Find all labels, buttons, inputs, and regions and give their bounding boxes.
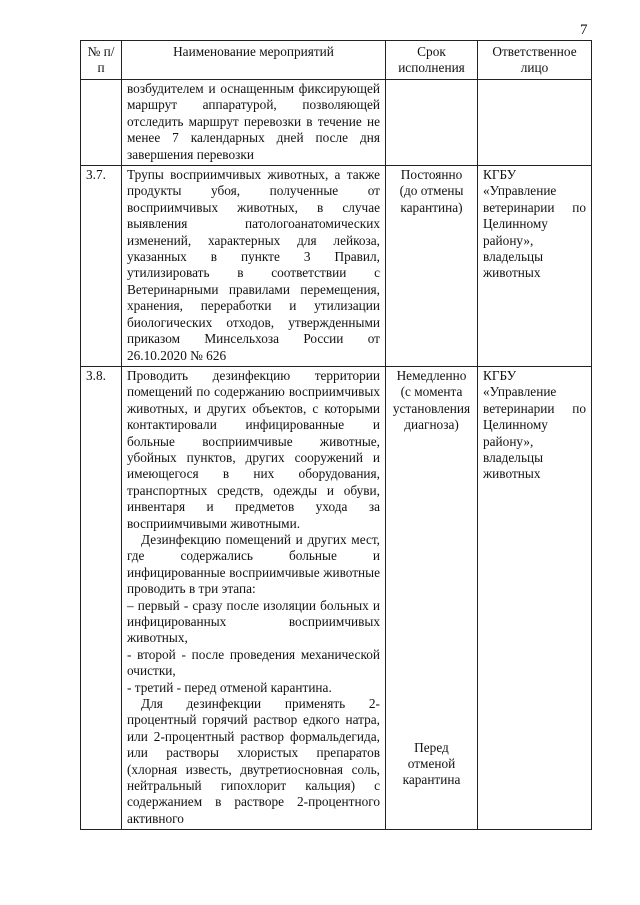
activity-paragraph: - второй - после проведения механической очистки,	[127, 646, 380, 679]
row-term	[386, 166, 478, 367]
row-term	[386, 80, 478, 166]
header-activity: Наименование мероприятий	[122, 41, 386, 80]
activity-paragraph: возбудителем и оснащенным фиксирующей маршрут аппаратурой, позволяющей отследить маршрут перевозки в течение не менее 7 календарных дней после дня завершения перевозки	[127, 81, 380, 162]
activity-paragraph: Дезинфекцию помещений и других мест, где содержались больные и инфицированные восприимчивые животные проводить в три этапа:	[127, 531, 380, 597]
term-text-later: Перед отменой карантина	[402, 739, 461, 788]
row-term	[386, 366, 478, 829]
row-responsible: КГБУ «Управление ветеринарии по Целинному району», владельцы животных	[478, 166, 592, 367]
activity-paragraph: Для дезинфекции применять 2-процентный горячий раствор едкого натра, или 2-процентный раствор формальдегида, или растворы хлористых препаратов (хлорная известь, двутретиосновная соль, нейтральный гипохлорит кальция) с содержанием в растворе 2-процентного активного	[127, 696, 380, 826]
header-term: Срок исполнения	[386, 41, 478, 80]
header-responsible: Ответственное лицо	[478, 41, 592, 80]
activity-paragraph: - третий - перед отменой карантина.	[127, 679, 332, 695]
table-row	[81, 80, 592, 166]
activity-paragraph: Проводить дезинфекцию территории помещений по содержанию восприимчивых животных, и других объектов, с которыми контактировали инфицированные и больные восприимчивые животные, убойных пунктов, других сооружений и имеющегося в них оборудования, транспортных средств, одежды и обуви, инвентаря и предметов ухода за восприимчивыми животными.	[127, 367, 380, 531]
activity-paragraph: Трупы восприимчивых животных, а также продукты убоя, полученные от восприимчивых животных, в случае выявления патологоанатомических изменений, характерных для лейкоза, указанных в пункте 3 Правил, утилизировать в соответствии с Ветеринарными правилами перемещения, хранения, переработки и утилизации биологических отходов, утвержденными приказом Минсельхоза России от 26.10.2020 № 626	[127, 167, 380, 363]
row-num	[81, 80, 122, 166]
header-num: № п/п	[81, 41, 122, 80]
row-activity	[122, 366, 386, 829]
table-header-row	[81, 41, 592, 80]
table-row	[81, 166, 592, 367]
table-row	[81, 366, 592, 829]
term-text: Постоянно (до отмены карантина)	[399, 167, 464, 215]
row-responsible	[478, 80, 592, 166]
row-responsible: КГБУ «Управление ветеринарии по Целинному району», владельцы животных	[478, 366, 592, 829]
row-activity	[122, 80, 386, 166]
activities-table	[80, 40, 592, 830]
term-text: Немедленно (с момента установления диагноза)	[392, 367, 471, 433]
page-number: 7	[580, 22, 588, 38]
row-num: 3.8.	[81, 366, 122, 829]
row-activity	[122, 166, 386, 367]
activity-paragraph: – первый - сразу после изоляции больных и инфицированных восприимчивых животных,	[127, 597, 380, 646]
row-num: 3.7.	[81, 166, 122, 367]
